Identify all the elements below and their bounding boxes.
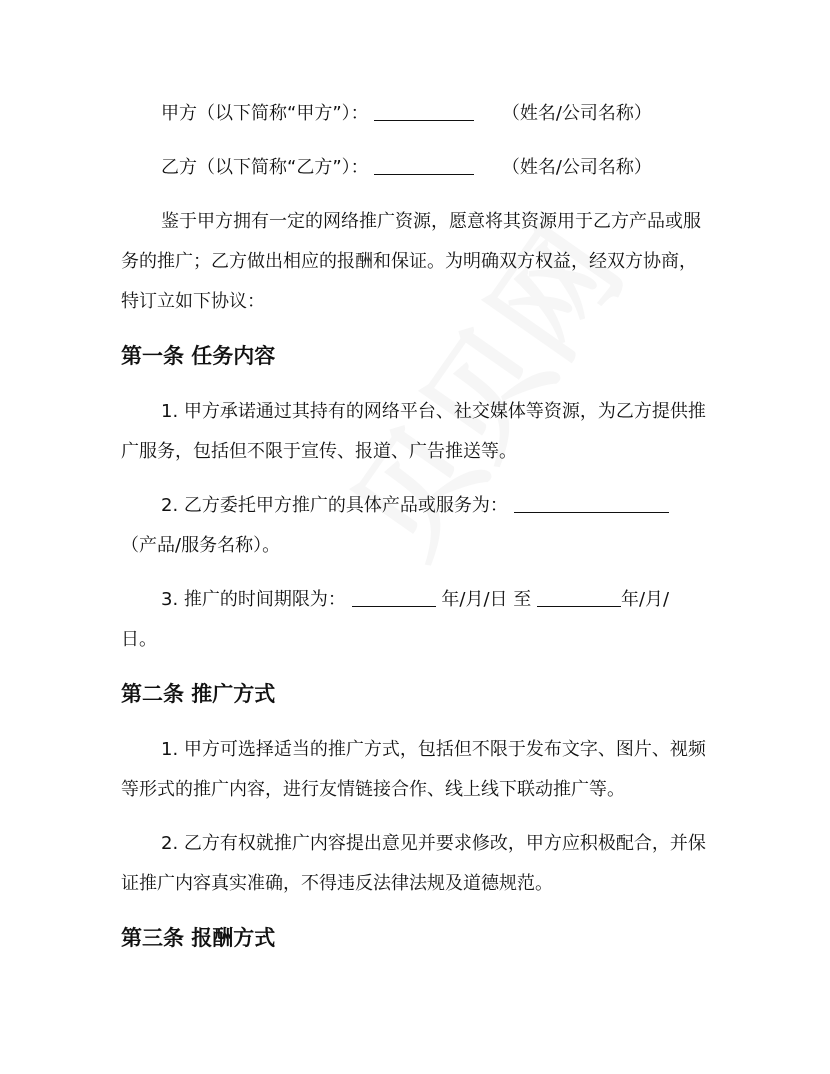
end-date-blank[interactable] <box>537 588 621 607</box>
section-1-item-3 <box>121 580 710 660</box>
party-a-prefix: 甲方（以下简称“甲方”）： <box>161 103 369 124</box>
section-3-title: 第三条 报酬方式 <box>121 926 276 950</box>
section-1-item-2-suffix: （产品/服务名称）。 <box>121 535 281 556</box>
start-date-blank[interactable] <box>352 588 436 607</box>
party-a-line <box>121 94 710 134</box>
section-2-title: 第二条 推广方式 <box>121 682 276 706</box>
section-2-item-2: 2. 乙方有权就推广内容提出意见并要求修改，甲方应积极配合，并保证推广内容真实准确，不得违反法律法规及道德规范。 <box>121 833 706 894</box>
section-1-item-3-tail: 日。 <box>121 629 157 650</box>
section-1-item-1: 1. 甲方承诺通过其持有的网络平台、社交媒体等资源，为乙方提供推广服务，包括但不限于宣传、报道、广告推送等。 <box>121 401 706 462</box>
party-a-blank[interactable] <box>374 102 474 121</box>
party-a-suffix: （姓名/公司名称） <box>501 103 652 124</box>
party-b-suffix: （姓名/公司名称） <box>501 157 652 178</box>
party-b-line <box>121 148 710 188</box>
preamble-paragraph: 鉴于甲方拥有一定的网络推广资源，愿意将其资源用于乙方产品或服务的推广；乙方做出相应的报酬和保证。为明确双方权益，经双方协商，特订立如下协议： <box>121 211 701 312</box>
party-b-blank[interactable] <box>374 156 474 175</box>
section-1-item-2-prefix: 2. 乙方委托甲方推广的具体产品或服务为： <box>161 495 508 516</box>
section-1-title: 第一条 任务内容 <box>121 344 276 368</box>
section-1-item-3-suffix: 年/月/ <box>620 589 670 610</box>
section-1-item-3-mid: 年/月/日 至 <box>441 589 532 610</box>
section-1-item-2 <box>121 486 710 566</box>
product-name-blank[interactable] <box>514 494 669 513</box>
section-1-item-3-prefix: 3. 推广的时间期限为： <box>161 589 346 610</box>
party-b-prefix: 乙方（以下简称“乙方”）： <box>161 157 369 178</box>
section-2-item-1: 1. 甲方可选择适当的推广方式，包括但不限于发布文字、图片、视频等形式的推广内容，进行友情链接合作、线上线下联动推广等。 <box>121 739 706 800</box>
